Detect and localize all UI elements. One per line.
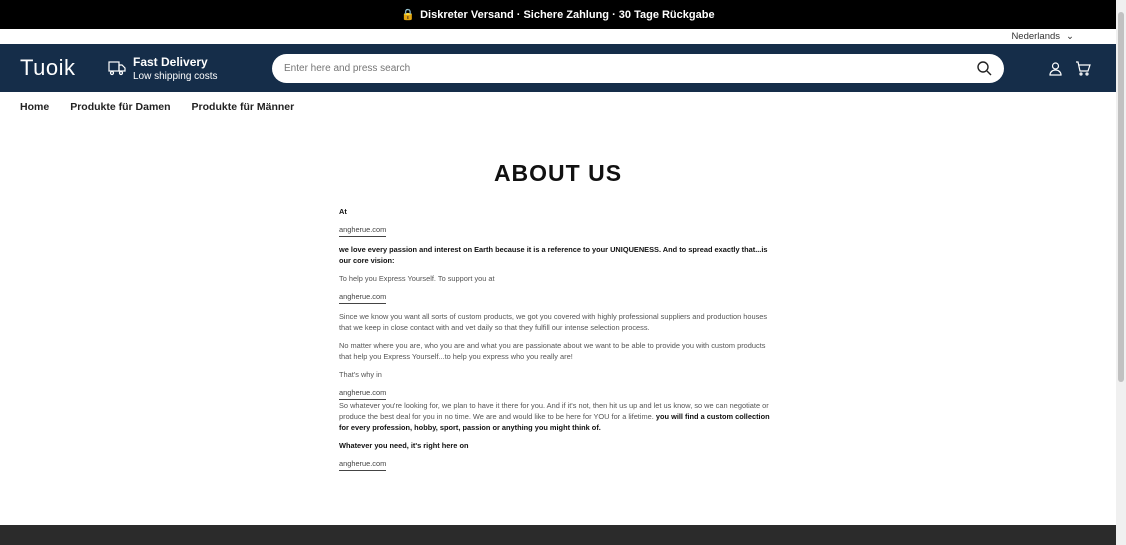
paragraph: No matter where you are, who you are and what you are passionate about we want to be able to provide you with custom products that help you Express Yourself...to help you express who you really are! xyxy=(339,341,766,361)
language-label: Nederlands xyxy=(1011,31,1061,42)
search-bar xyxy=(272,54,1004,83)
page-title: ABOUT US xyxy=(493,160,623,186)
paragraph: To help you Express Yourself. To support you at xyxy=(339,274,495,283)
paragraph: That's why in xyxy=(339,370,382,379)
announcement-text: Diskreter Versand · Sichere Zahlung · 30 Tage Rückgabe xyxy=(420,8,715,21)
logo[interactable]: Tuoik xyxy=(20,55,76,80)
truck-icon xyxy=(108,60,126,76)
scrollbar[interactable] xyxy=(1116,0,1126,545)
paragraph: So whatever you're looking for, we plan to have it there for you. And if it's not, then hit us up and let us know, so we can negotiate or produce the best deal for you in no time. We are and would like to be here for YOU for a lifetime. xyxy=(339,401,769,421)
cart-icon[interactable] xyxy=(1075,61,1091,76)
site-link[interactable]: angherue.com xyxy=(339,224,386,237)
site-link[interactable]: angherue.com xyxy=(339,458,386,471)
language-selector[interactable] xyxy=(0,29,1116,44)
paragraph: At xyxy=(339,207,347,216)
main-nav xyxy=(0,92,1116,122)
announcement-bar xyxy=(0,0,1116,29)
user-icon[interactable] xyxy=(1048,61,1063,76)
paragraph: we love every passion and interest on Earth because it is a reference to your UNIQUENESS. And to spread exactly that...is our core vision: xyxy=(339,245,768,265)
site-header xyxy=(0,44,1116,92)
paragraph: Since we know you want all sorts of custom products, we got you covered with highly professional suppliers and production houses that we keep in close contact with and vet daily so that they fulfill our intense selection process. xyxy=(339,312,768,332)
paragraph-bold: you will find a custom collection for every profession, hobby, sport, passion or anything you might think of. xyxy=(339,412,770,432)
delivery-info xyxy=(108,55,218,82)
search-input[interactable] xyxy=(284,63,934,74)
delivery-subtitle: Low shipping costs xyxy=(133,70,218,82)
footer xyxy=(0,525,1116,545)
about-content xyxy=(339,206,771,478)
lock-icon: 🔒 xyxy=(401,9,416,21)
chevron-down-icon: ⌄ xyxy=(1066,31,1074,42)
nav-men-products[interactable]: Produkte für Männer xyxy=(191,101,295,113)
paragraph: Whatever you need, it's right here on xyxy=(339,441,469,450)
nav-home[interactable]: Home xyxy=(20,101,50,113)
scrollbar-thumb[interactable] xyxy=(1118,12,1124,382)
delivery-title: Fast Delivery xyxy=(133,54,208,69)
search-icon[interactable] xyxy=(977,61,992,76)
site-link[interactable]: angherue.com xyxy=(339,387,386,400)
nav-women-products[interactable]: Produkte für Damen xyxy=(70,101,171,113)
site-link[interactable]: angherue.com xyxy=(339,291,386,304)
